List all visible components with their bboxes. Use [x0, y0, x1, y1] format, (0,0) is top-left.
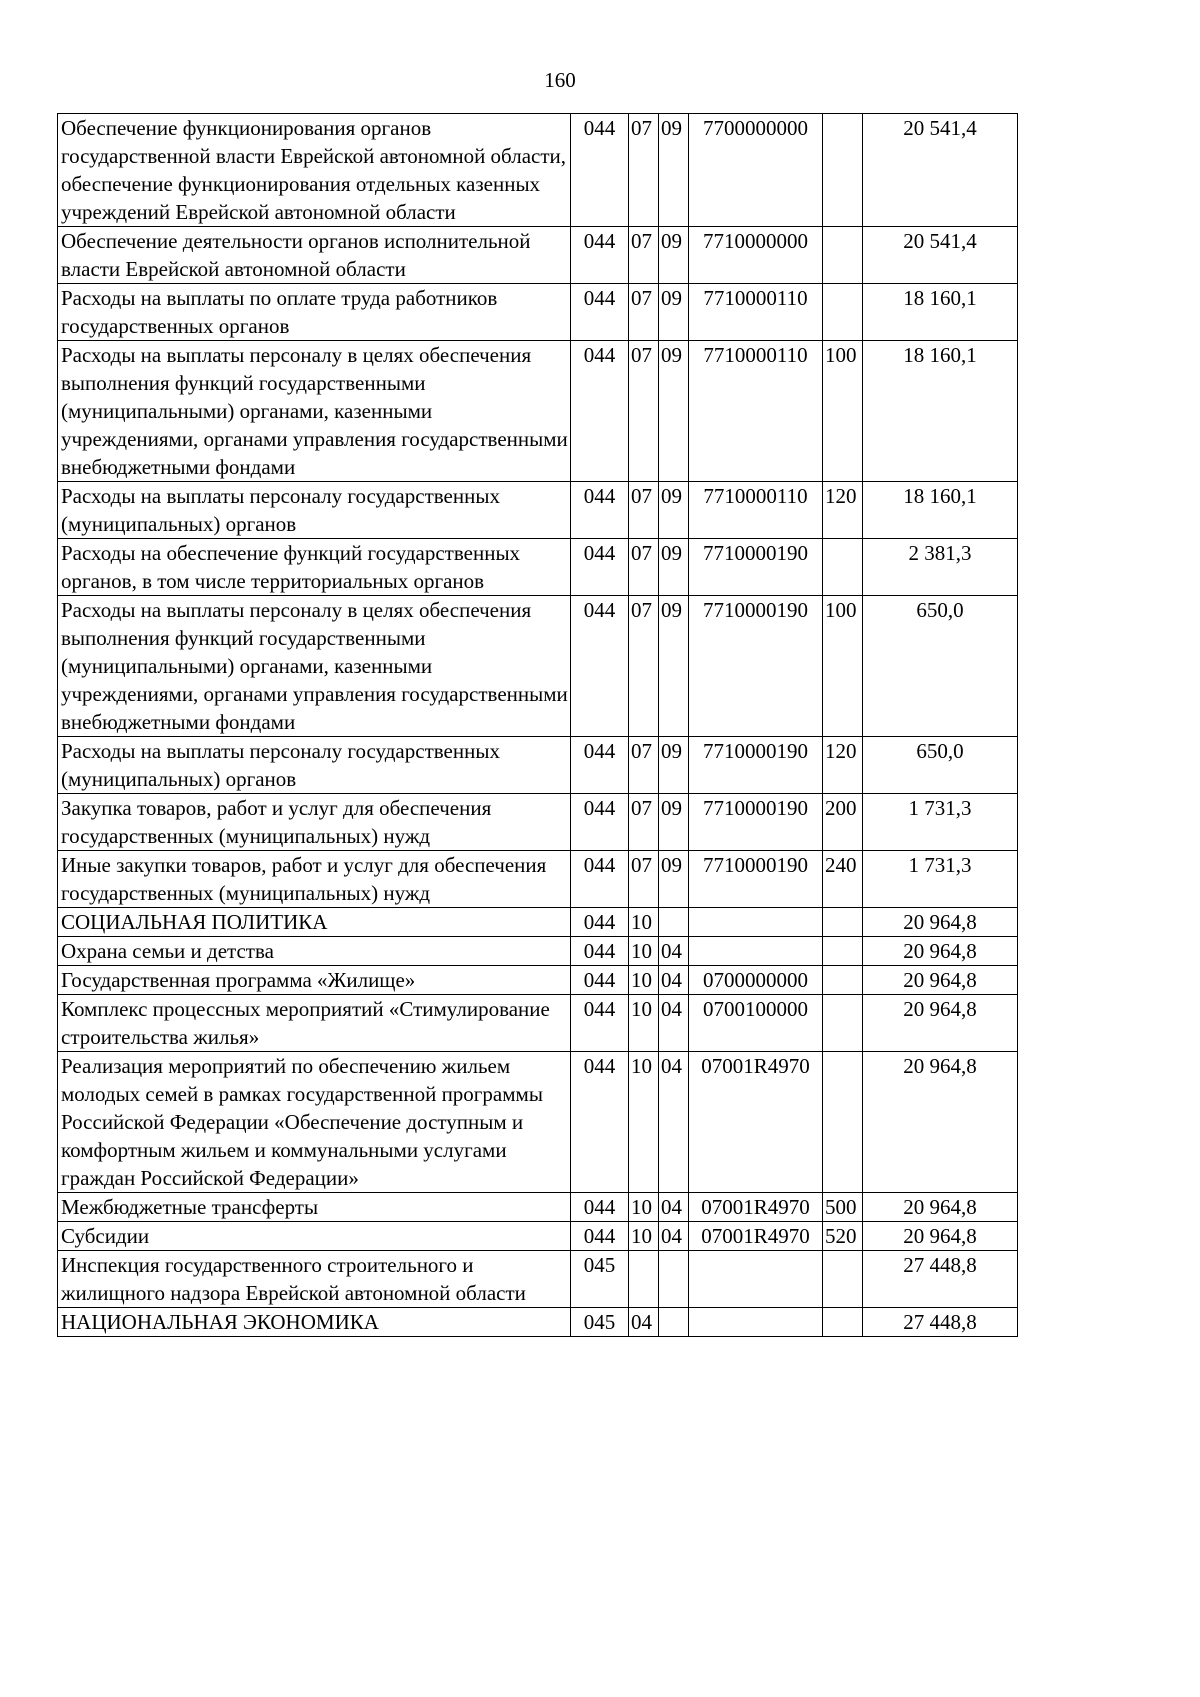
row-expense-type: [823, 539, 863, 596]
budget-table: [57, 113, 1018, 1337]
row-target-article: 7710000000: [689, 227, 823, 284]
row-section: 10: [629, 1193, 659, 1222]
row-section: 07: [629, 737, 659, 794]
row-amount: 18 160,1: [863, 284, 1018, 341]
row-admin-code: 044: [571, 284, 629, 341]
row-subsection: 09: [659, 851, 689, 908]
row-subsection: 04: [659, 1193, 689, 1222]
row-amount: 18 160,1: [863, 341, 1018, 482]
row-target-article: 7710000190: [689, 794, 823, 851]
row-subsection: 09: [659, 284, 689, 341]
row-amount: 20 964,8: [863, 908, 1018, 937]
row-name: Расходы на выплаты персоналу в целях обеспечения выполнения функций государственными (муниципальными) органами, казенными учреждениями, органами управления государственными внебюджетными фондами: [58, 341, 571, 482]
row-section: 07: [629, 482, 659, 539]
row-section: 07: [629, 227, 659, 284]
table-row: [58, 596, 1018, 737]
row-name: Расходы на выплаты персоналу государственных (муниципальных) органов: [58, 737, 571, 794]
table-row: [58, 227, 1018, 284]
row-section: 07: [629, 284, 659, 341]
row-target-article: [689, 908, 823, 937]
row-admin-code: 044: [571, 482, 629, 539]
table-row: [58, 737, 1018, 794]
row-admin-code: 044: [571, 539, 629, 596]
row-target-article: 07001R4970: [689, 1052, 823, 1193]
row-target-article: 7710000110: [689, 341, 823, 482]
table-row: [58, 1193, 1018, 1222]
row-name: Иные закупки товаров, работ и услуг для обеспечения государственных (муниципальных) нужд: [58, 851, 571, 908]
row-section: 10: [629, 908, 659, 937]
row-name: Инспекция государственного строительного и жилищного надзора Еврейской автономной области: [58, 1251, 571, 1308]
row-expense-type: 120: [823, 482, 863, 539]
row-name: Комплекс процессных мероприятий «Стимулирование строительства жилья»: [58, 995, 571, 1052]
row-section: 07: [629, 341, 659, 482]
row-name: Обеспечение деятельности органов исполнительной власти Еврейской автономной области: [58, 227, 571, 284]
row-target-article: 7710000190: [689, 596, 823, 737]
row-subsection: [659, 908, 689, 937]
row-target-article: 7710000190: [689, 737, 823, 794]
table-row: [58, 341, 1018, 482]
row-admin-code: 044: [571, 114, 629, 227]
row-name: СОЦИАЛЬНАЯ ПОЛИТИКА: [58, 908, 571, 937]
row-amount: 20 964,8: [863, 1052, 1018, 1193]
row-amount: 20 964,8: [863, 1222, 1018, 1251]
table-row: [58, 539, 1018, 596]
table-row: [58, 1251, 1018, 1308]
row-subsection: [659, 1308, 689, 1337]
row-subsection: 04: [659, 966, 689, 995]
table-row: [58, 1052, 1018, 1193]
row-expense-type: 100: [823, 341, 863, 482]
row-amount: 20 964,8: [863, 995, 1018, 1052]
row-expense-type: 240: [823, 851, 863, 908]
row-target-article: 0700100000: [689, 995, 823, 1052]
row-section: 04: [629, 1308, 659, 1337]
row-subsection: 09: [659, 114, 689, 227]
row-amount: 20 964,8: [863, 1193, 1018, 1222]
row-admin-code: 044: [571, 995, 629, 1052]
row-admin-code: 044: [571, 1193, 629, 1222]
row-amount: 20 541,4: [863, 114, 1018, 227]
row-section: 07: [629, 114, 659, 227]
table-row: [58, 114, 1018, 227]
row-target-article: 7700000000: [689, 114, 823, 227]
row-subsection: 09: [659, 482, 689, 539]
table-row: [58, 794, 1018, 851]
row-admin-code: 044: [571, 341, 629, 482]
row-amount: 650,0: [863, 737, 1018, 794]
row-expense-type: [823, 937, 863, 966]
row-subsection: 09: [659, 737, 689, 794]
row-amount: 1 731,3: [863, 794, 1018, 851]
row-name: НАЦИОНАЛЬНАЯ ЭКОНОМИКА: [58, 1308, 571, 1337]
row-section: 07: [629, 539, 659, 596]
row-target-article: [689, 1251, 823, 1308]
row-section: 10: [629, 1222, 659, 1251]
row-expense-type: [823, 1052, 863, 1193]
row-name: Обеспечение функционирования органов государственной власти Еврейской автономной области, обеспечение функционирования отдельных казенных учреждений Еврейской автономной области: [58, 114, 571, 227]
row-admin-code: 044: [571, 1222, 629, 1251]
row-admin-code: 044: [571, 794, 629, 851]
table-row: [58, 966, 1018, 995]
row-subsection: 09: [659, 794, 689, 851]
row-name: Расходы на выплаты персоналу в целях обеспечения выполнения функций государственными (муниципальными) органами, казенными учреждениями, органами управления государственными внебюджетными фондами: [58, 596, 571, 737]
row-target-article: 0700000000: [689, 966, 823, 995]
row-target-article: [689, 1308, 823, 1337]
row-expense-type: 100: [823, 596, 863, 737]
row-amount: 27 448,8: [863, 1308, 1018, 1337]
row-amount: 1 731,3: [863, 851, 1018, 908]
row-expense-type: [823, 908, 863, 937]
row-name: Расходы на обеспечение функций государственных органов, в том числе территориальных органов: [58, 539, 571, 596]
row-subsection: [659, 1251, 689, 1308]
row-expense-type: 120: [823, 737, 863, 794]
row-admin-code: 044: [571, 596, 629, 737]
row-subsection: 09: [659, 596, 689, 737]
row-amount: 20 964,8: [863, 966, 1018, 995]
row-name: Расходы на выплаты персоналу государственных (муниципальных) органов: [58, 482, 571, 539]
row-name: Охрана семьи и детства: [58, 937, 571, 966]
row-expense-type: 200: [823, 794, 863, 851]
row-section: 10: [629, 937, 659, 966]
row-expense-type: [823, 966, 863, 995]
row-amount: 27 448,8: [863, 1251, 1018, 1308]
row-section: 07: [629, 596, 659, 737]
row-expense-type: 500: [823, 1193, 863, 1222]
row-subsection: 04: [659, 937, 689, 966]
row-name: Межбюджетные трансферты: [58, 1193, 571, 1222]
row-target-article: 7710000190: [689, 539, 823, 596]
row-expense-type: [823, 227, 863, 284]
row-subsection: 09: [659, 341, 689, 482]
table-row: [58, 1222, 1018, 1251]
table-row: [58, 482, 1018, 539]
row-expense-type: [823, 1251, 863, 1308]
row-amount: 2 381,3: [863, 539, 1018, 596]
row-admin-code: 044: [571, 937, 629, 966]
row-name: Закупка товаров, работ и услуг для обеспечения государственных (муниципальных) нужд: [58, 794, 571, 851]
row-amount: 20 541,4: [863, 227, 1018, 284]
row-amount: 18 160,1: [863, 482, 1018, 539]
table-row: [58, 937, 1018, 966]
table-row: [58, 851, 1018, 908]
row-section: 10: [629, 966, 659, 995]
row-admin-code: 044: [571, 1052, 629, 1193]
row-admin-code: 044: [571, 227, 629, 284]
row-target-article: 7710000110: [689, 482, 823, 539]
row-subsection: 09: [659, 227, 689, 284]
row-name: Реализация мероприятий по обеспечению жильем молодых семей в рамках государственной программы Российской Федерации «Обеспечение доступным и комфортным жильем и коммунальными услугами граждан Российской Федерации»: [58, 1052, 571, 1193]
row-expense-type: [823, 284, 863, 341]
row-expense-type: [823, 1308, 863, 1337]
table-row: [58, 1308, 1018, 1337]
row-admin-code: 044: [571, 851, 629, 908]
row-section: 10: [629, 995, 659, 1052]
row-subsection: 04: [659, 1222, 689, 1251]
row-name: Государственная программа «Жилище»: [58, 966, 571, 995]
row-section: 10: [629, 1052, 659, 1193]
row-expense-type: [823, 995, 863, 1052]
budget-table-body: [58, 114, 1018, 1337]
row-expense-type: [823, 114, 863, 227]
row-section: 07: [629, 851, 659, 908]
row-amount: 20 964,8: [863, 937, 1018, 966]
row-target-article: 07001R4970: [689, 1222, 823, 1251]
table-row: [58, 908, 1018, 937]
row-admin-code: 044: [571, 966, 629, 995]
row-admin-code: 045: [571, 1308, 629, 1337]
row-section: [629, 1251, 659, 1308]
row-subsection: 04: [659, 995, 689, 1052]
row-admin-code: 044: [571, 908, 629, 937]
row-target-article: 7710000110: [689, 284, 823, 341]
row-admin-code: 045: [571, 1251, 629, 1308]
table-row: [58, 995, 1018, 1052]
row-subsection: 04: [659, 1052, 689, 1193]
row-name: Расходы на выплаты по оплате труда работников государственных органов: [58, 284, 571, 341]
page-number: 160: [544, 68, 576, 92]
row-target-article: 07001R4970: [689, 1193, 823, 1222]
row-section: 07: [629, 794, 659, 851]
row-amount: 650,0: [863, 596, 1018, 737]
row-subsection: 09: [659, 539, 689, 596]
row-expense-type: 520: [823, 1222, 863, 1251]
row-target-article: 7710000190: [689, 851, 823, 908]
row-admin-code: 044: [571, 737, 629, 794]
row-target-article: [689, 937, 823, 966]
row-name: Субсидии: [58, 1222, 571, 1251]
table-row: [58, 284, 1018, 341]
